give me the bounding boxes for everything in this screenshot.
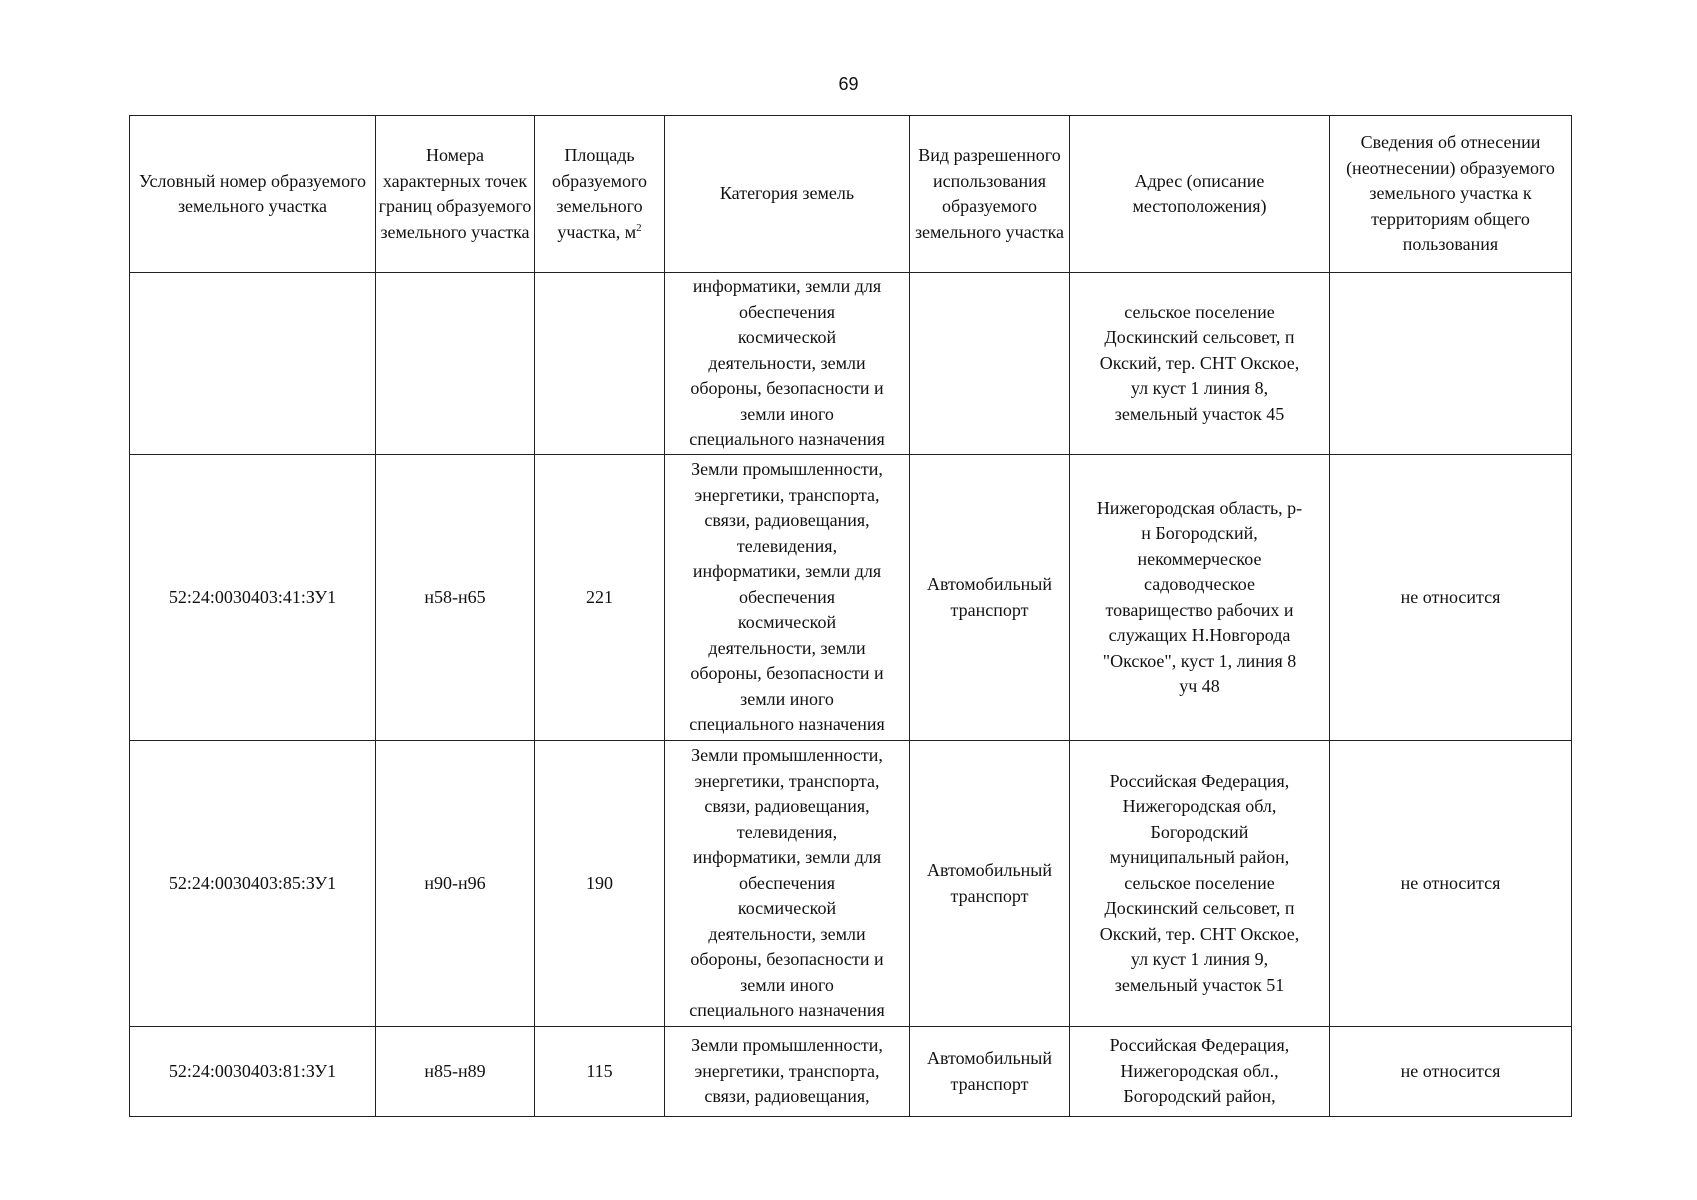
table-header-row	[130, 116, 1572, 273]
header-permitted-use: Вид разрешенного использования образуемого земельного участка	[910, 116, 1070, 273]
cell-plot-number: 52:24:0030403:81:ЗУ1	[130, 1027, 376, 1117]
cell-plot-number: 52:24:0030403:41:ЗУ1	[130, 455, 376, 741]
header-boundary-points: Номера характерных точек границ образуемого земельного участка	[376, 116, 535, 273]
cell-boundary-points: н90-н96	[376, 741, 535, 1027]
cell-land-category: Земли промышленности, энергетики, транспорта, связи, радиовещания, телевидения, информатики, земли для обеспечения космической деятельности, земли обороны, безопасности и земли иного специального назначения	[665, 741, 910, 1027]
cell-area: 115	[535, 1027, 665, 1117]
cell-land-category: Земли промышленности, энергетики, транспорта, связи, радиовещания,	[665, 1027, 910, 1117]
header-area: Площадь образуемого земельного участка, $м^2$	[535, 116, 665, 273]
cell-area: 221	[535, 455, 665, 741]
cell-boundary-points: н58-н65	[376, 455, 535, 741]
cell-public-territory: не относится	[1330, 1027, 1572, 1117]
cell-public-territory	[1330, 273, 1572, 455]
cell-public-territory: не относится	[1330, 741, 1572, 1027]
land-plot-table	[129, 115, 1572, 1117]
cell-plot-number: 52:24:0030403:85:ЗУ1	[130, 741, 376, 1027]
table-row	[130, 1027, 1572, 1117]
page-number: 69	[838, 74, 859, 94]
cell-address: сельское поселение Доскинский сельсовет, п Окский, тер. СНТ Окское, ул куст 1 линия 8, земельный участок 45	[1070, 273, 1330, 455]
cell-permitted-use: Автомобильный транспорт	[910, 741, 1070, 1027]
header-public-territory: Сведения об отнесении (неотнесении) образуемого земельного участка к территориям общего пользования	[1330, 116, 1572, 273]
cell-public-territory: не относится	[1330, 455, 1572, 741]
cell-land-category: информатики, земли для обеспечения космической деятельности, земли обороны, безопасности и земли иного специального назначения	[665, 273, 910, 455]
cell-land-category: Земли промышленности, энергетики, транспорта, связи, радиовещания, телевидения, информатики, земли для обеспечения космической деятельности, земли обороны, безопасности и земли иного специального назначения	[665, 455, 910, 741]
header-plot-number: Условный номер образуемого земельного участка	[130, 116, 376, 273]
cell-boundary-points: н85-н89	[376, 1027, 535, 1117]
header-address: Адрес (описание местоположения)	[1070, 116, 1330, 273]
cell-permitted-use: Автомобильный транспорт	[910, 455, 1070, 741]
cell-area	[535, 273, 665, 455]
cell-area: 190	[535, 741, 665, 1027]
header-land-category: Категория земель	[665, 116, 910, 273]
cell-address: Российская Федерация, Нижегородская обл, Богородский муниципальный район, сельское поселение Доскинский сельсовет, п Окский, тер. СНТ Окское, ул куст 1 линия 9, земельный участок 51	[1070, 741, 1330, 1027]
cell-permitted-use: Автомобильный транспорт	[910, 1027, 1070, 1117]
cell-permitted-use	[910, 273, 1070, 455]
table-row	[130, 455, 1572, 741]
cell-plot-number	[130, 273, 376, 455]
table-row	[130, 273, 1572, 455]
cell-address: Нижегородская область, р- н Богородский, некоммерческое садоводческое товарищество рабочих и служащих Н.Новгорода "Окское", куст 1, линия 8 уч 48	[1070, 455, 1330, 741]
cell-address: Российская Федерация, Нижегородская обл., Богородский район,	[1070, 1027, 1330, 1117]
cell-boundary-points	[376, 273, 535, 455]
table-row	[130, 741, 1572, 1027]
